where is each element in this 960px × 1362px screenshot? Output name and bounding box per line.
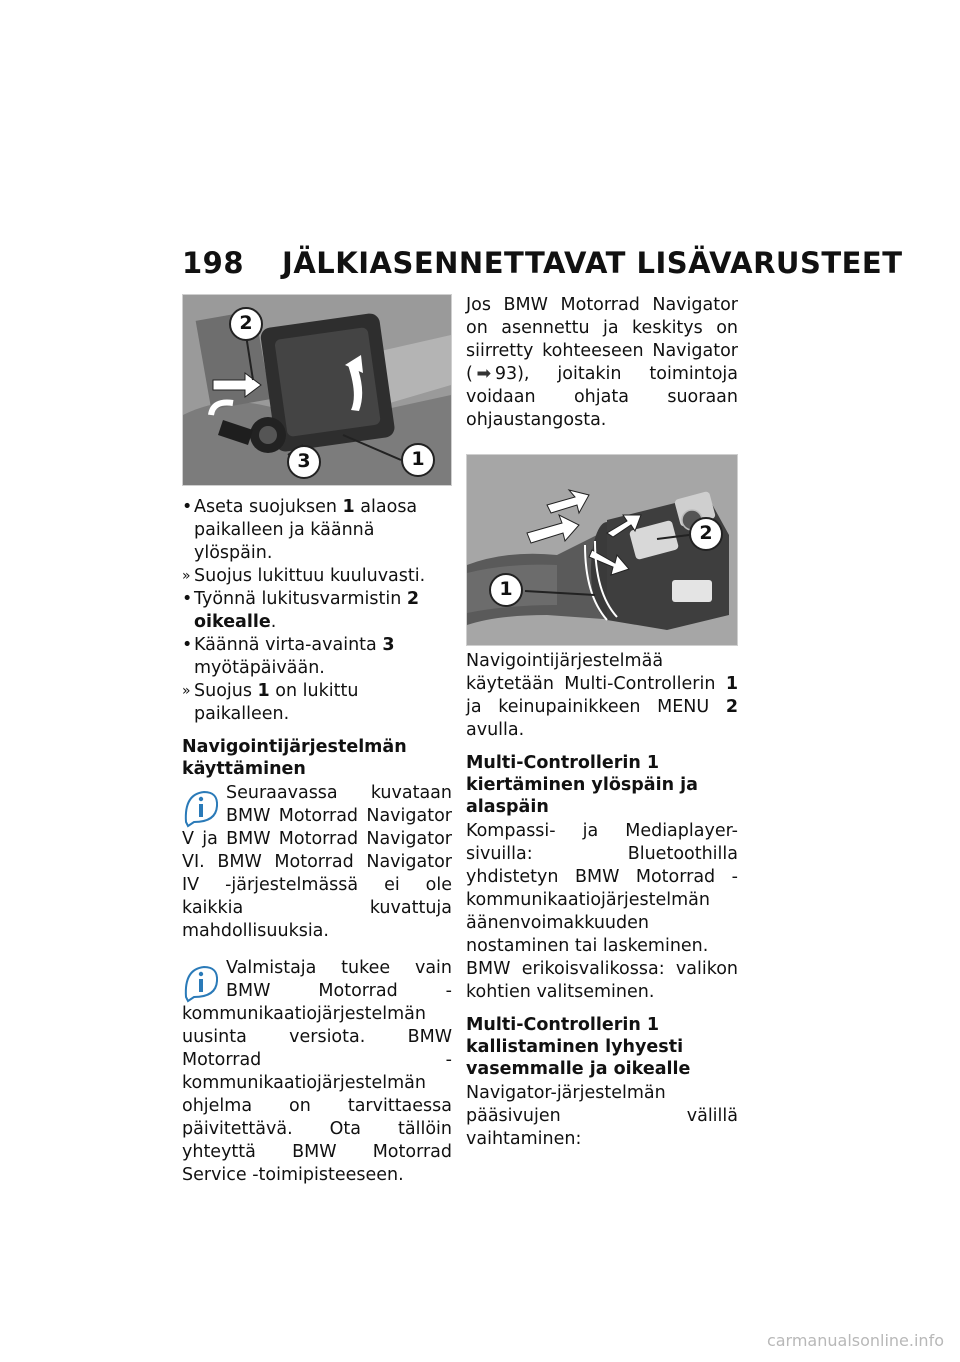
turn-paragraph-1: Kompassi- ja Mediaplayer-sivuilla: Bluetoothilla yhdistetyn BMW Motorrad -kommunikaatiojärjestelmän äänenvoimakkuuden nostaminen tai laskeminen. <box>466 821 738 956</box>
callout-2: 2 <box>689 517 723 551</box>
step-action: • Työnnä lukitusvarmistin 2 oikealle. <box>182 589 420 632</box>
page-title: JÄLKIASENNETTAVAT LISÄVARUSTEET <box>282 246 903 280</box>
callout-1: 1 <box>401 443 435 477</box>
callout-1: 1 <box>489 573 523 607</box>
step-result: » Suojus 1 on lukittu paikalleen. <box>182 681 359 724</box>
step-action: • Käännä virta-avainta 3 myötäpäivään. <box>182 635 395 678</box>
page-header <box>182 246 903 280</box>
bullet-dot: • <box>182 635 193 655</box>
section-heading: Navigointijärjestelmän käyttäminen <box>182 737 407 779</box>
info-note-1: Seuraavassa kuvataan BMW Motorrad Navigator V ja BMW Motorrad Navigator VI. BMW Motorrad Navigator IV -järjestelmässä ei ole kaikkia kuvattuja mahdollisuuksia. <box>182 783 452 941</box>
step-action: • Aseta suojuksen 1 alaosa paikalleen ja käännä ylöspäin. <box>182 497 418 563</box>
figure-phone-holder <box>182 294 452 486</box>
info-icon <box>182 963 220 1003</box>
instruction-steps <box>182 496 452 726</box>
turn-paragraph-2: BMW erikoisvalikossa: valikon kohtien valitseminen. <box>466 959 738 1002</box>
intro-paragraph: Jos BMW Motorrad Navigator on asennettu ja keskitys on siirretty kohteeseen Navigator ( ➡ 93), joitakin toimintoja voidaan ohjata suoraan ohjaustangosta. <box>466 295 738 430</box>
arrow-ref-icon: ➡ <box>476 364 492 384</box>
figure-caption: Navigointijärjestelmää käytetään Multi-Controllerin 1 ja keinupainikkeen MENU 2 avulla. <box>466 651 738 740</box>
section-heading-tilt: Multi-Controllerin 1 kallistaminen lyhyesti vasemmalle ja oikealle <box>466 1015 691 1079</box>
result-arrow: » <box>182 568 191 584</box>
tilt-paragraph-1: Navigator-järjestelmän pääsivujen välillä vaihtaminen: <box>466 1083 738 1149</box>
info-note-2: Valmistaja tukee vain BMW Motorrad -kommunikaatiojärjestelmän uusinta versiota. BMW Motorrad -kommunikaatiojärjestelmän ohjelma on tarvittaessa päivitettävä. Ota tällöin yhteyttä BMW Motorrad Service -toimipisteeseen. <box>182 958 452 1185</box>
handlebar-controller-illustration <box>467 455 737 645</box>
page-number: 198 <box>182 246 245 280</box>
bullet-dot: • <box>182 589 193 609</box>
figure-multi-controller <box>466 454 738 646</box>
section-heading-turn: Multi-Controllerin 1 kiertäminen ylöspäin ja alaspäin <box>466 753 698 817</box>
watermark: carmanualsonline.info <box>766 1331 944 1350</box>
step-result: » Suojus lukittuu kuuluvasti. <box>182 566 426 586</box>
left-column <box>182 294 452 1187</box>
right-column <box>466 294 738 1151</box>
callout-3: 3 <box>287 445 321 479</box>
bullet-dot: • <box>182 497 193 517</box>
callout-2: 2 <box>229 307 263 341</box>
result-arrow: » <box>182 683 191 699</box>
info-icon <box>182 788 220 828</box>
